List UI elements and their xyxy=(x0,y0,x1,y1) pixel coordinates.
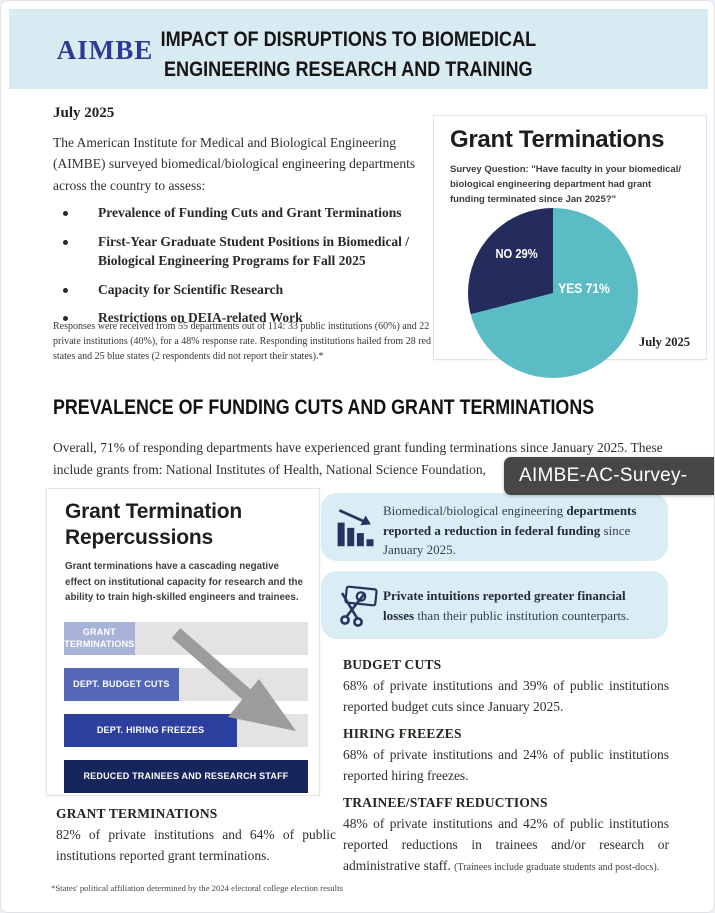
pie-slice-label-yes: YES 71% xyxy=(558,280,610,296)
stat-body: 68% of private institutions and 24% of public institutions reported hiring freezes. xyxy=(343,747,669,783)
chart-date-label: July 2025 xyxy=(638,335,690,349)
stat-heading-hiring-freezes: HIRING FREEZES xyxy=(343,726,462,741)
stat-body: 48% of private institutions and 42% of public institutions reported reductions in trainees and/or research or administrative staff. (Trainees include graduate students and post-docs). xyxy=(343,816,669,873)
callout-federal-funding xyxy=(321,493,668,561)
pie-slice-label-no: NO 29% xyxy=(495,246,538,261)
page-title xyxy=(119,25,578,86)
survey-question: Survey Question: "Have faculty in your biomedical/ biological engineering department had grant funding terminated since Jan 2025?" xyxy=(450,164,681,206)
stat-body: 82% of private institutions and 64% of public institutions reported grant terminations. xyxy=(56,827,336,863)
report-date: July 2025 xyxy=(53,105,115,121)
callout-text: Private intuitions reported greater financial losses than their public institution counterparts. xyxy=(383,588,630,623)
intro-paragraph: The American Institute for Medical and Biological Engineering (AIMBE) surveyed biomedical/biological engineering departments across the country to assess: xyxy=(53,135,416,193)
scissors-money-icon xyxy=(335,584,379,628)
page-title-line1: IMPACT OF DISRUPTIONS TO BIOMEDICAL xyxy=(160,28,537,51)
survey-topics-list xyxy=(53,203,443,337)
repercussions-card xyxy=(46,488,320,796)
down-right-arrow-icon xyxy=(162,627,312,752)
card-title: Grant Terminations xyxy=(450,126,665,153)
callout-text: Biomedical/biological engineering departments reported a reduction in federal funding since January 2025. xyxy=(383,503,637,557)
declining-chart-icon xyxy=(335,506,377,548)
cascade-bar: DEPT. HIRING FREEZES xyxy=(64,714,237,747)
cascade-bar: DEPT. BUDGET CUTS xyxy=(64,668,179,701)
callout-private-losses xyxy=(321,571,668,639)
card-title: Grant Termination Repercussions xyxy=(65,500,243,550)
cascade-bar: GRANT TERMINATIONS xyxy=(64,622,135,655)
stat-body: 68% of private institutions and 39% of public institutions reported budget cuts since January 2025. xyxy=(343,678,669,714)
section-paragraph: Overall, 71% of responding departments have experienced grant funding terminations since January 2025. These include grants from: National Institutes of Health, National Science Foundation, xyxy=(53,440,663,477)
list-item: Prevalence of Funding Cuts and Grant Terminations xyxy=(53,203,443,223)
pie-chart xyxy=(468,208,638,378)
stat-heading-grant-terminations: GRANT TERMINATIONS xyxy=(56,806,218,821)
response-rate-note: Responses were received from 55 departments out of 114: 33 public institutions (60%) and 22 private institutions (40%), for a 48% response rate. Responding institutions hailed from 28 red states and 25 blue states (2 respondents did not report their states).* xyxy=(53,321,431,363)
list-item: Restrictions on DEIA-related Work xyxy=(53,308,443,328)
footnote: *States' political affiliation determined by the 2024 electoral college election results xyxy=(51,883,343,893)
cascade-bar: REDUCED TRAINEES AND RESEARCH STAFF xyxy=(64,760,308,793)
stat-heading-trainee-reductions: TRAINEE/STAFF REDUCTIONS xyxy=(343,795,548,810)
header-banner xyxy=(9,9,708,89)
stat-heading-budget-cuts: BUDGET CUTS xyxy=(343,657,442,672)
aimbe-logo: AIMBE xyxy=(56,35,154,65)
section-heading: PREVALENCE OF FUNDING CUTS AND GRANT TERMINATIONS xyxy=(53,396,595,419)
filename-tooltip: AIMBE-AC-Survey- xyxy=(504,457,715,495)
list-item: First-Year Graduate Student Positions in Biomedical / Biological Engineering Programs for Fall 2025 xyxy=(53,232,443,271)
stat-note: (Trainees include graduate students and post-docs). xyxy=(454,861,660,873)
page-title-line2: ENGINEERING RESEARCH AND TRAINING xyxy=(164,58,533,82)
card-description: Grant terminations have a cascading negative effect on institutional capacity for research and the ability to train high-skilled engineers and trainees. xyxy=(65,561,303,604)
bar-track xyxy=(64,760,308,793)
grant-terminations-card xyxy=(433,115,707,360)
list-item: Capacity for Scientific Research xyxy=(53,280,443,300)
